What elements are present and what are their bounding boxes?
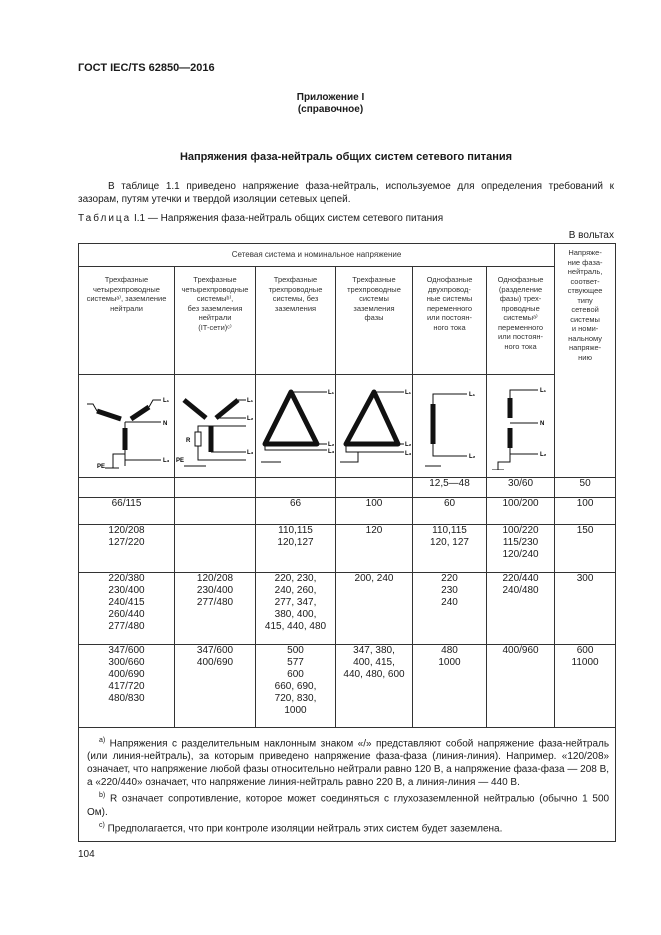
table-cell: 480 1000	[413, 645, 487, 728]
diagram-label: L₂	[468, 454, 475, 460]
diagram-label: L₂	[327, 442, 334, 448]
delta-phase-grounded-diagram	[336, 382, 412, 470]
column-header: Трехфазные четырехпроводные системыᵃ⁾, заземление нейтрали	[79, 267, 175, 375]
table-caption	[78, 213, 443, 224]
diagram-label: L₁	[247, 398, 254, 404]
diagram-label: L₁	[405, 390, 412, 396]
diagram-label: L₃	[247, 450, 254, 456]
diagram-label: L₁	[539, 388, 546, 394]
diagram-label: PE	[96, 464, 105, 470]
column-header: Однофазные (разделение фазы) трех- проводные системыᵃ⁾ переменного или постоян- ного тока	[487, 267, 555, 375]
diagram-cell	[336, 375, 413, 478]
diagram-label: L₃	[162, 458, 169, 464]
table-cell: 220 230 240	[413, 573, 487, 645]
footnote-b	[87, 789, 609, 818]
section-title: Напряжения фаза-нейтраль общих систем сетевого питания	[179, 151, 513, 163]
table-notes	[79, 728, 616, 842]
diagram-cell	[413, 375, 487, 478]
table-cell	[175, 498, 256, 525]
diagram-label: PE	[176, 458, 185, 464]
table-cell: 66/115	[79, 498, 175, 525]
table-cell: 220/440 240/480	[487, 573, 555, 645]
table-cell: 200, 240	[336, 573, 413, 645]
delta-ungrounded-diagram	[257, 382, 335, 470]
voltage-table	[78, 243, 616, 842]
column-header: Однофазные двухпровод- ные системы переменного или постоян- ного тока	[413, 267, 487, 375]
table-cell: 220, 230, 240, 260, 277, 347, 380, 400, 415, 440, 480	[256, 573, 336, 645]
group-header: Сетевая система и номинальное напряжение	[79, 244, 555, 267]
page-number: 104	[78, 849, 95, 860]
it-network-diagram	[176, 382, 254, 470]
split-phase-three-wire-diagram	[488, 382, 554, 470]
table-cell	[79, 478, 175, 498]
table-cell	[175, 478, 256, 498]
appendix-subtitle: (справочное)	[297, 104, 364, 115]
table-cell	[256, 478, 336, 498]
table-cell: 500 577 600 660, 690, 720, 830, 1000	[256, 645, 336, 728]
table-cell: 100	[336, 498, 413, 525]
table-cell: 60	[413, 498, 487, 525]
diagram-label: L₁	[327, 390, 334, 396]
table-cell: 120/208 127/220	[79, 525, 175, 573]
table-cell: 347, 380, 400, 415, 440, 480, 600	[336, 645, 413, 728]
column-header: Трехфазные трехпроводные системы, без заземления	[256, 267, 336, 375]
table-cell: 120	[336, 525, 413, 573]
diagram-label: N	[162, 421, 167, 427]
table-cell: 347/600 300/660 400/690 417/720 480/830	[79, 645, 175, 728]
units-note: В вольтах	[568, 230, 614, 241]
diagram-cell	[256, 375, 336, 478]
footnote-text: Предполагается, что при контроле изоляции нейтраль этих систем будет заземлена.	[104, 822, 503, 834]
table-cell: 12,5—48	[413, 478, 487, 498]
table-cell: 100/220 115/230 120/240	[487, 525, 555, 573]
diagram-label: L₂	[405, 442, 412, 448]
table-cell: 100/200	[487, 498, 555, 525]
footnote-text: Напряжения с разделительным наклонным знаком «/» представляют собой напряжение фаза-нейтраль (или линия-нейтраль), за которым приведено напряжение фаза-фаза (линия-линия). Например. «120/208» означает, что напряжение любой фазы относительно нейтрали равно 120 В, а напряжение фаза-фаза — 208 В, а «220/440» означает, что напряжение линия-нейтраль равно 220 В, а линия-линия — 440 В.	[87, 738, 610, 789]
footnote-mark: а)	[99, 737, 106, 744]
table-cell: 66	[256, 498, 336, 525]
diagram-cell	[175, 375, 256, 478]
column-header-phase-neutral: Напряже- ние фаза- нейтраль, соответ- ствующее типу сетевой системы и номи- нальному напряже- нию	[555, 244, 616, 478]
table-cell	[336, 478, 413, 498]
diagram-label: L₂	[247, 416, 254, 422]
table-cell: 300	[555, 573, 616, 645]
single-phase-two-wire-diagram	[415, 382, 485, 470]
column-header: Трехфазные четырехпроводные системыᵇ⁾, без заземления нейтрали (IT-сети)ᶜ⁾	[175, 267, 256, 375]
diagram-label: L₁	[162, 398, 169, 404]
table-caption-text: I.1 — Напряжения фаза-нейтраль общих систем сетевого питания	[131, 213, 444, 224]
intro-paragraph: В таблице 1.1 приведено напряжение фаза-нейтраль, используемое для определения требований к зазорам, путям утечки и твердой изоляции сетевых цепей.	[78, 181, 614, 205]
column-header: Трехфазные трехпроводные системы заземления фазы	[336, 267, 413, 375]
table-cell: 100	[555, 498, 616, 525]
table-cell: 30/60	[487, 478, 555, 498]
diagram-label: L₂	[539, 452, 546, 458]
footnote-mark: с)	[99, 821, 105, 829]
table-cell: 110,115 120,127	[256, 525, 336, 573]
wye-grounded-diagram	[83, 382, 171, 470]
table-cell: 347/600 400/690	[175, 645, 256, 728]
diagram-label: L₃	[405, 451, 412, 457]
table-cell: 220/380 230/400 240/415 260/440 277/480	[79, 573, 175, 645]
table-cell: 50	[555, 478, 616, 498]
diagram-label: N	[539, 421, 544, 427]
table-cell: 110,115 120, 127	[413, 525, 487, 573]
table-cell: 150	[555, 525, 616, 573]
table-cell: 400/960	[487, 645, 555, 728]
footnote-mark: b)	[99, 792, 106, 800]
footnote-text: R означает сопротивление, которое может соединяться с глухозаземленной нейтралью (обычно 1 500 Ом).	[87, 793, 610, 818]
table-caption-prefix: Таблица	[78, 213, 132, 224]
footnote-a	[87, 734, 609, 789]
appendix-heading	[0, 92, 661, 116]
diagram-cell	[487, 375, 555, 478]
table-cell: 600 11000	[555, 645, 616, 728]
appendix-title: Приложение I	[296, 92, 365, 103]
table-cell: 120/208 230/400 277/480	[175, 573, 256, 645]
diagram-label: L₃	[327, 449, 334, 455]
diagram-label: L₁	[468, 392, 475, 398]
diagram-cell	[79, 375, 175, 478]
footnote-c	[87, 819, 609, 835]
document-header: ГОСТ IEC/TS 62850—2016	[78, 62, 215, 74]
table-cell	[175, 525, 256, 573]
diagram-label: R	[186, 438, 191, 444]
